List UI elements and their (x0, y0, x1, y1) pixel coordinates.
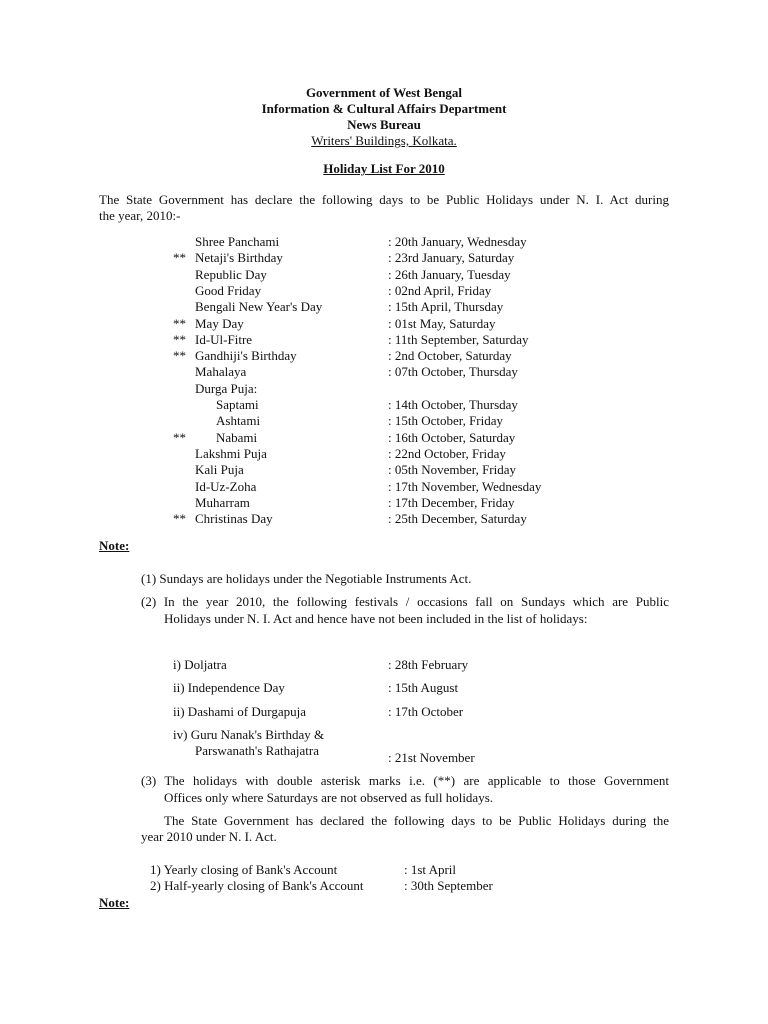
holiday-date: : 02nd April, Friday (388, 283, 492, 298)
note-2-line-2: Holidays under N. I. Act and hence have not been included in the list of holidays: (164, 611, 588, 626)
holiday-date: : 14th October, Thursday (388, 397, 518, 412)
holiday-date: : 01st May, Saturday (388, 316, 496, 331)
holiday-row (0, 332, 768, 348)
asterisk-mark: ** (173, 511, 186, 526)
holiday-row (0, 316, 768, 332)
bank-item-name: 1) Yearly closing of Bank's Account (150, 862, 338, 877)
holiday-date: : 2nd October, Saturday (388, 348, 512, 363)
holiday-name: Lakshmi Puja (195, 446, 267, 461)
header-bureau: News Bureau (347, 117, 421, 132)
asterisk-mark: ** (173, 348, 186, 363)
holiday-row (0, 397, 768, 413)
holiday-row (0, 495, 768, 511)
bank-item-date: : 30th September (404, 878, 493, 893)
holiday-name: Nabami (216, 430, 258, 445)
holiday-name: Bengali New Year's Day (195, 299, 323, 314)
sunday-date: : 15th August (388, 680, 459, 695)
sunday-date: : 28th February (388, 657, 469, 672)
holiday-row (0, 234, 768, 250)
holiday-name: Id-Ul-Fitre (195, 332, 253, 347)
holiday-date: : 07th October, Thursday (388, 364, 518, 379)
sunday-date: : 21st November (388, 750, 475, 765)
header-department: Information & Cultural Affairs Department (261, 101, 507, 116)
holiday-date: : 17th November, Wednesday (388, 479, 542, 494)
asterisk-mark: ** (173, 316, 186, 331)
holiday-row (0, 413, 768, 429)
bank-item-date: : 1st April (404, 862, 457, 877)
intro-line-2: the year, 2010:- (99, 208, 181, 223)
header-address: Writers' Buildings, Kolkata. (311, 133, 457, 148)
holiday-name: Good Friday (195, 283, 262, 298)
holiday-name: Muharram (195, 495, 250, 510)
header-government: Government of West Bengal (305, 85, 463, 100)
holiday-row (0, 430, 768, 446)
intro-line-1: The State Government has declare the following days to be Public Holidays under N. I. Act during (99, 192, 669, 207)
note-heading: Note: (99, 538, 130, 553)
holiday-row (0, 381, 768, 397)
holiday-date: : 15th October, Friday (388, 413, 504, 428)
holiday-name: Id-Uz-Zoha (195, 479, 257, 494)
holiday-date: : 22nd October, Friday (388, 446, 506, 461)
note-3-line-1: (3) The holidays with double asterisk marks i.e. (**) are applicable to those Government (141, 773, 669, 788)
holiday-row (0, 250, 768, 266)
note-2-line-1: (2) In the year 2010, the following festivals / occasions fall on Sundays which are Public (141, 594, 669, 609)
sunday-name: ii) Dashami of Durgapuja (173, 704, 306, 719)
holiday-name: May Day (195, 316, 244, 331)
sunday-name: ii) Independence Day (173, 680, 285, 695)
bank-intro-line-1: The State Government has declared the following days to be Public Holidays during the (164, 813, 669, 828)
holiday-name: Mahalaya (195, 364, 247, 379)
holiday-name: Shree Panchami (195, 234, 280, 249)
holiday-name: Republic Day (195, 267, 267, 282)
holiday-name: Christinas Day (195, 511, 273, 526)
page-title: Holiday List For 2010 (323, 161, 445, 176)
holiday-name: Durga Puja: (195, 381, 258, 396)
holiday-date: : 25th December, Saturday (388, 511, 527, 526)
holiday-name: Saptami (216, 397, 259, 412)
holiday-name: Netaji's Birthday (195, 250, 283, 265)
holiday-date: : 20th January, Wednesday (388, 234, 527, 249)
holiday-date: : 26th January, Tuesday (388, 267, 511, 282)
holiday-row (0, 283, 768, 299)
bank-item-name: 2) Half-yearly closing of Bank's Account (150, 878, 364, 893)
holiday-row (0, 446, 768, 462)
note-3-line-2: Offices only where Saturdays are not observed as full holidays. (164, 790, 494, 805)
sunday-name-cont: Parswanath's Rathajatra (195, 743, 319, 758)
asterisk-mark: ** (173, 332, 186, 347)
holiday-name: Kali Puja (195, 462, 244, 477)
note-1: (1) Sundays are holidays under the Negotiable Instruments Act. (141, 571, 472, 586)
holiday-date: : 15th April, Thursday (388, 299, 504, 314)
holiday-name: Ashtami (216, 413, 261, 428)
asterisk-mark: ** (173, 430, 186, 445)
holiday-row (0, 364, 768, 380)
holiday-row (0, 511, 768, 527)
holiday-row (0, 299, 768, 315)
bank-intro-line-2: year 2010 under N. I. Act. (141, 829, 277, 844)
holiday-row (0, 267, 768, 283)
holiday-date: : 16th October, Saturday (388, 430, 516, 445)
holiday-row (0, 348, 768, 364)
sunday-name: i) Doljatra (173, 657, 227, 672)
holiday-date: : 05th November, Friday (388, 462, 517, 477)
holiday-row (0, 479, 768, 495)
asterisk-mark: ** (173, 250, 186, 265)
sunday-name: iv) Guru Nanak's Birthday & (173, 727, 325, 742)
holiday-date: : 17th December, Friday (388, 495, 515, 510)
holiday-date: : 11th September, Saturday (388, 332, 529, 347)
sunday-date: : 17th October (388, 704, 464, 719)
holiday-name: Gandhiji's Birthday (195, 348, 297, 363)
holiday-row (0, 462, 768, 478)
note-heading-2: Note: (99, 895, 130, 910)
holiday-date: : 23rd January, Saturday (388, 250, 515, 265)
